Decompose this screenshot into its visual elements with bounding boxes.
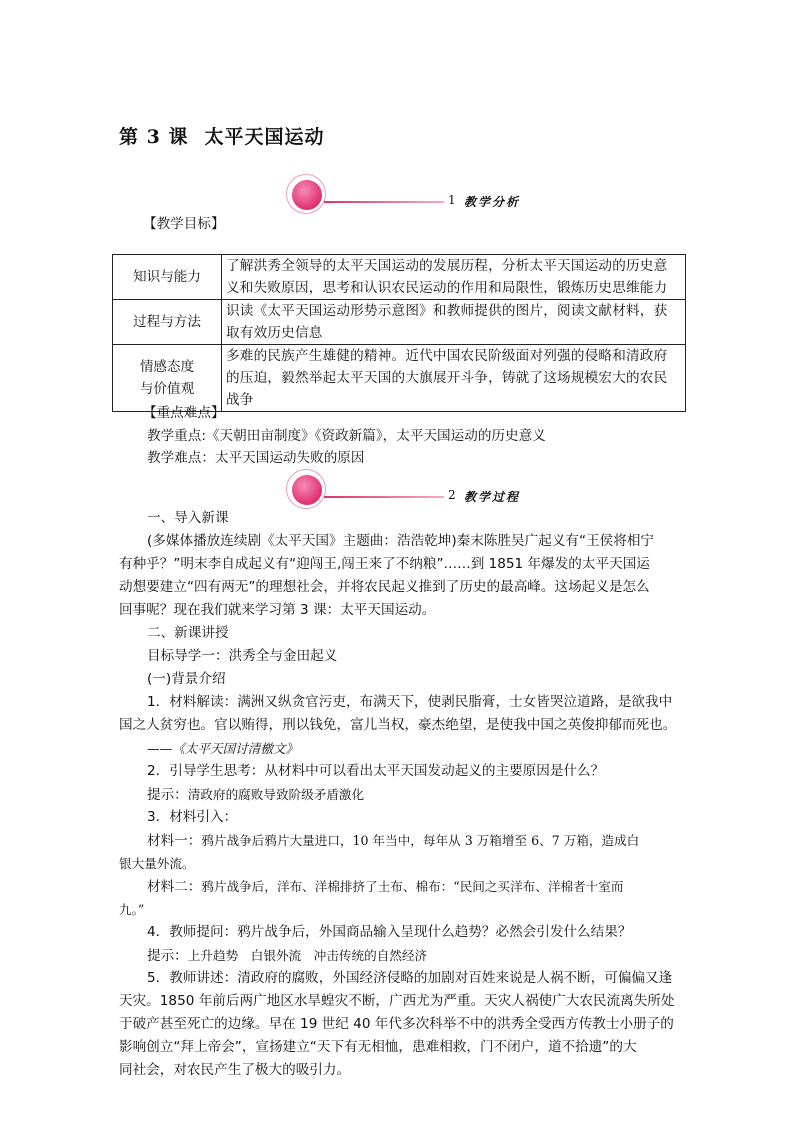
material-text: 鸦片战争后，洋布、洋棉排挤了土布、棉布：“民间之买洋布、洋棉者十室而	[201, 879, 624, 894]
paragraph-line: 天灾。1850 年前后两广地区水旱蝗灾不断，广西尤为严重。天灾人祸使广大农民流离失所处	[119, 993, 675, 1009]
section-label: 教学过程	[464, 490, 521, 504]
table-row	[113, 300, 686, 345]
table-row	[113, 255, 686, 300]
goals-table	[112, 254, 686, 412]
intro-heading: 一、导入新课	[147, 510, 229, 526]
hint-label: 提示：	[147, 948, 188, 964]
hint-line	[147, 944, 707, 968]
row-content: 了解洪秀全领导的太平天国运动的发展历程，分析太平天国运动的历史意义和失败原因，思考和认识农民运动的作用和局限性，锻炼历史思维能力	[222, 255, 686, 300]
row-label-line: 与价值观	[139, 381, 195, 397]
paragraph-line: 回事呢？现在我们就来学习第 3 课：太平天国运动。	[119, 602, 436, 618]
subsection-heading: (一)背景介绍	[147, 671, 226, 687]
row-label-line: 情感态度	[139, 359, 195, 375]
row-content: 识读《太平天国运动形势示意图》和教师提供的图片，阅读文献材料，获取有效历史信息	[222, 300, 686, 345]
section-label: 教学分析	[464, 195, 521, 209]
divider-line	[324, 496, 444, 498]
circle-decoration	[286, 174, 326, 214]
material-line: 九。”	[119, 902, 145, 917]
paragraph-line: 动想要建立“四有两无”的理想社会，并将农民起义推到了历史的最高峰。这场起义是怎么	[119, 579, 650, 595]
paragraph-line: 1．材料解读：满洲又纵贪官污吏，布满天下，使剥民脂膏，士女皆哭泣道路，是欲我中	[147, 694, 673, 710]
paragraph-line: 国之人贫穷也。官以贿得，刑以钱免，富儿当权，豪杰绝望，是使我中国之英俊抑郁而死也。	[119, 717, 677, 733]
material-text: 鸦片战争后鸦片大量进口，10 年当中，每年从 3 万箱增至 6、7 万箱，造成白	[201, 833, 640, 848]
paragraph-line: 3．材料引入：	[147, 809, 238, 825]
paragraph-line: 有种乎？”明末李自成起义有“迎闯王,闯王来了不纳粮”……到 1851 年爆发的太平天国运	[119, 556, 650, 572]
lesson-number: 第 3 课	[119, 126, 189, 148]
paragraph-line: 于破产甚至死亡的边缘。早在 19 世纪 40 年代多次科举不中的洪秀全受西方传教士小册子的	[119, 1016, 674, 1032]
material-label: 材料二：	[147, 879, 202, 895]
goal-heading: 目标导学一：洪秀全与金田起义	[147, 648, 338, 664]
section-number: 1	[448, 193, 456, 207]
paragraph-line: 5．教师讲述：清政府的腐败，外国经济侵略的加剧对百姓来说是人祸不断，可偏偏又逢	[147, 970, 673, 986]
page-title	[119, 122, 324, 149]
key-point: 教学重点:《天朝田亩制度》《资政新篇》，太平天国运动的历史意义	[147, 428, 546, 444]
material-line	[147, 829, 707, 853]
row-content: 多难的民族产生雄健的精神。近代中国农民阶级面对列强的侵略和清政府的压迫，毅然举起太平天国的大旗展开斗争，铸就了这场规模宏大的农民战争	[222, 345, 686, 412]
question-line: 2．引导学生思考：从材料中可以看出太平天国发动起义的主要原因是什么？	[147, 763, 605, 779]
divider-line	[324, 201, 444, 203]
hint-label: 提示：	[147, 787, 188, 803]
paragraph-line: (多媒体播放连续剧《太平天国》主题曲：浩浩乾坤)秦末陈胜吴广起义有“王侯将相宁	[147, 533, 655, 549]
difficult-point: 教学难点：太平天国运动失败的原因	[147, 450, 365, 466]
material-line	[147, 875, 707, 899]
key-heading: 【重点难点】	[143, 405, 225, 421]
paragraph-line: 影响创立“拜上帝会”，宣扬建立“天下有无相恤，患难相救，门不闭户，道不拾遗”的大	[119, 1039, 637, 1055]
new-lesson-heading: 二、新课讲授	[147, 625, 229, 641]
lesson-name: 太平天国运动	[204, 126, 325, 148]
section-number: 2	[448, 488, 456, 502]
row-label: 知识与能力	[113, 255, 222, 300]
hint-text: 清政府的腐败导致阶级矛盾激化	[187, 787, 365, 802]
hint-text: 上升趋势 白银外流 冲击传统的自然经济	[187, 948, 428, 963]
question-line: 4．教师提问：鸦片战争后，外国商品输入呈现什么趋势？必然会引发什么结果？	[147, 924, 632, 940]
circle-decoration	[286, 469, 326, 509]
row-label: 过程与方法	[113, 300, 222, 345]
material-line: 银大量外流。	[119, 856, 195, 871]
goals-heading: 【教学目标】	[143, 216, 225, 232]
paragraph-line: 同社会，对农民产生了极大的吸引力。	[119, 1062, 351, 1078]
hint-line	[147, 783, 707, 807]
source-citation: ——《太平天国讨清檄文》	[147, 741, 299, 756]
material-label: 材料一：	[147, 833, 202, 849]
